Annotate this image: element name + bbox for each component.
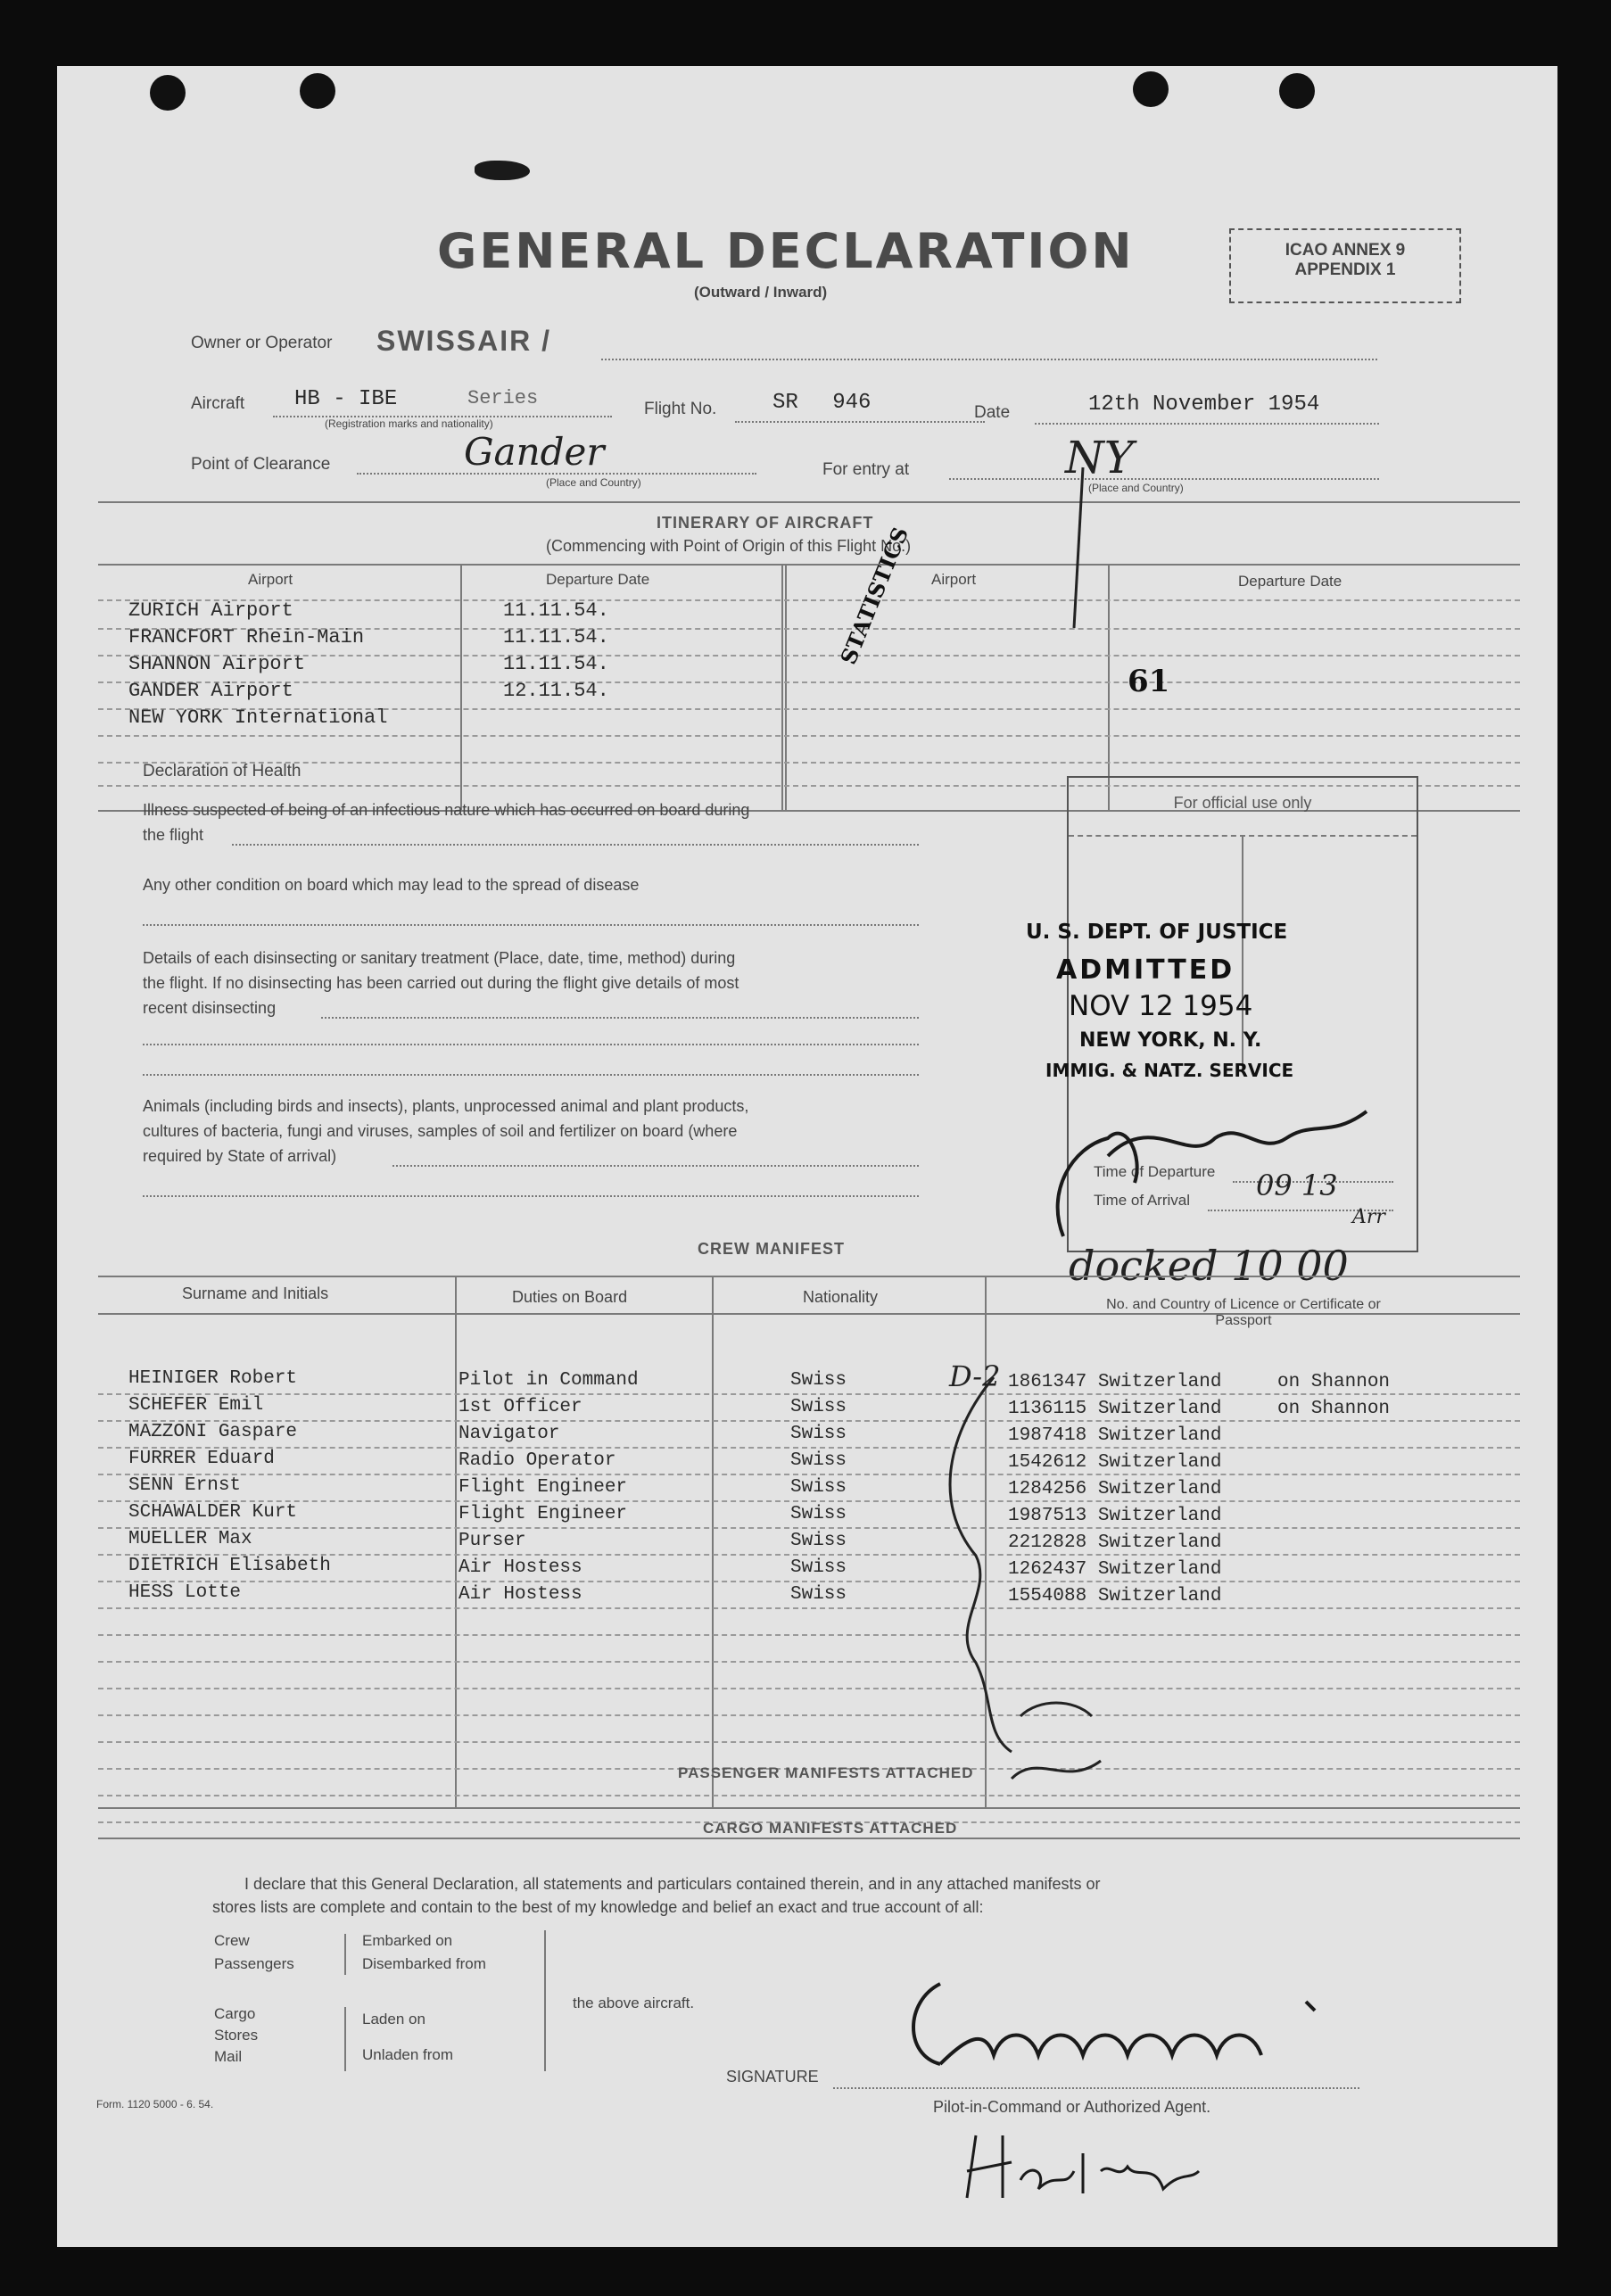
handwritten-initials [949, 2118, 1217, 2216]
col-airport: Airport [248, 571, 293, 588]
col-airport-2: Airport [931, 571, 977, 588]
crew-name: FURRER Eduard [128, 1449, 275, 1469]
crew-nationality: Swiss [790, 1504, 847, 1524]
crew-row-rule [98, 1420, 1520, 1422]
crew-divider [455, 1276, 457, 1807]
manifest-rule [98, 1838, 1520, 1839]
declaration-form [57, 66, 1557, 2247]
crew-licence: 1284256 Switzerland [1008, 1479, 1222, 1499]
crew-row-rule [98, 1607, 1520, 1609]
crew-licence: 2212828 Switzerland [1008, 1532, 1222, 1553]
health-line [321, 1017, 919, 1019]
crew-col-duties: Duties on Board [512, 1288, 628, 1306]
passengers-label: Passengers [214, 1955, 294, 1972]
crew-row-rule [98, 1795, 1520, 1796]
health-text: Animals (including birds and insects), plants, unprocessed animal and plant products, [143, 1097, 749, 1115]
health-text: the flight. If no disinsecting has been carried out during the flight give details of most [143, 974, 739, 992]
crew-row-rule [98, 1741, 1520, 1743]
brace-divider [344, 2007, 346, 2071]
crew-name: HESS Lotte [128, 1582, 242, 1603]
form-number: Form. 1120 5000 - 6. 54. [96, 2098, 214, 2110]
flight-line [735, 421, 985, 423]
crew-name: SENN Ernst [128, 1475, 242, 1496]
crew-bottom-rule [98, 1807, 1520, 1809]
crew-row-rule [98, 1581, 1520, 1582]
crew-col-name: Surname and Initials [182, 1284, 329, 1302]
itinerary-airport: NEW YORK International [128, 706, 388, 729]
itinerary-date: 11.11.54. [503, 626, 609, 648]
crew-note: on Shannon [1277, 1399, 1391, 1419]
annex-line: ICAO ANNEX 9 [1285, 241, 1406, 260]
crew-title: CREW MANIFEST [698, 1240, 845, 1258]
crew-name: MUELLER Max [128, 1529, 252, 1549]
itinerary-date: 11.11.54. [503, 599, 609, 622]
form-subtitle: (Outward / Inward) [694, 284, 828, 301]
crew-nationality: Swiss [790, 1557, 847, 1578]
crew-licence: 1861347 Switzerland [1008, 1372, 1222, 1392]
crew-row-rule [98, 1688, 1520, 1689]
annex-box [1229, 228, 1461, 303]
entry-label: For entry at [822, 460, 910, 479]
date-line [1035, 423, 1379, 425]
statistics-stamp: STATISTICS [835, 523, 913, 668]
departure-label: Time of Departure [1094, 1163, 1216, 1180]
date-value: 12th November 1954 [1088, 392, 1320, 417]
unladen-label: Unladen from [362, 2046, 454, 2063]
crew-name: SCHAWALDER Kurt [128, 1502, 298, 1523]
itinerary-airport: SHANNON Airport [128, 653, 306, 675]
crew-bracket-mark [860, 1359, 1145, 1805]
date-label: Date [974, 403, 1011, 422]
crew-col-licence: No. and Country of Licence or Certificate or Passport [1106, 1297, 1381, 1328]
docked-note: docked 10 00 [1069, 1242, 1349, 1290]
itinerary-airport: FRANCFORT Rhein-Main [128, 626, 365, 648]
crew-nationality: Swiss [790, 1450, 847, 1471]
passenger-manifests: PASSENGER MANIFESTS ATTACHED [678, 1764, 974, 1781]
health-text: recent disinsecting [143, 999, 277, 1017]
health-text: Illness suspected of being of an infectious nature which has occurred on board during [143, 801, 750, 819]
crew-licence: 1987513 Switzerland [1008, 1506, 1222, 1526]
crew-duty: Pilot in Command [459, 1370, 639, 1391]
row-rule [98, 762, 1520, 764]
col-departure: Departure Date [546, 571, 650, 588]
crew-row-rule [98, 1393, 1520, 1395]
form-title: GENERAL DECLARATION [437, 223, 1135, 279]
health-text: required by State of arrival) [143, 1147, 337, 1165]
row-rule [98, 599, 1520, 601]
crew-nationality: Swiss [790, 1424, 847, 1444]
immigration-stamp-line: NOV 12 1954 [1069, 990, 1253, 1022]
ink-blot [475, 161, 530, 180]
crew-licence: 1987418 Switzerland [1008, 1425, 1222, 1446]
health-title: Declaration of Health [143, 762, 302, 780]
disembarked-label: Disembarked from [362, 1955, 486, 1972]
above-aircraft: the above aircraft. [573, 1995, 695, 2011]
officer-signature [1010, 1085, 1411, 1245]
crew-licence: 1554088 Switzerland [1008, 1586, 1222, 1606]
health-line [143, 1195, 919, 1197]
crew-divider [712, 1276, 714, 1807]
crew-label: Crew [214, 1932, 250, 1949]
appendix-line: APPENDIX 1 [1294, 260, 1396, 279]
stores-label: Stores [214, 2027, 259, 2044]
stat-number: 61 [1128, 664, 1170, 699]
itinerary-date: 12.11.54. [503, 680, 609, 702]
crew-row-rule [98, 1527, 1520, 1529]
immigration-stamp-line: IMMIG. & NATZ. SERVICE [1045, 1060, 1294, 1081]
aircraft-caption: (Registration marks and nationality) [325, 417, 493, 430]
aircraft-label: Aircraft [191, 394, 245, 413]
itinerary-title: ITINERARY OF AIRCRAFT [657, 514, 874, 532]
signature-label: SIGNATURE [726, 2068, 819, 2085]
crew-duty: Navigator [459, 1424, 560, 1444]
aircraft-value: HB - IBE [294, 387, 398, 411]
crew-duty: Flight Engineer [459, 1477, 628, 1498]
punch-hole [300, 73, 335, 109]
crew-head-rule [98, 1313, 1520, 1315]
crew-row-rule [98, 1474, 1520, 1475]
itinerary-subtitle: (Commencing with Point of Origin of this Flight No.) [546, 537, 912, 555]
crew-row-rule [98, 1661, 1520, 1663]
itinerary-date: 11.11.54. [503, 653, 609, 675]
health-text: cultures of bacteria, fungi and viruses, samples of soil and fertilizer on board (where [143, 1122, 738, 1140]
crew-row-rule [98, 1634, 1520, 1636]
crew-duty: Purser [459, 1531, 526, 1551]
crew-licence: 1136115 Switzerland [1008, 1399, 1222, 1419]
health-line [232, 844, 919, 846]
crew-licence: 1542612 Switzerland [1008, 1452, 1222, 1473]
crew-duty: Air Hostess [459, 1557, 582, 1578]
arrival-label: Time of Arrival [1094, 1192, 1191, 1209]
crew-row-rule [98, 1714, 1520, 1716]
entry-line [949, 478, 1379, 480]
owner-line [601, 359, 1377, 360]
health-text: Details of each disinsecting or sanitary treatment (Place, date, time, method) during [143, 949, 736, 967]
crew-nationality: Swiss [790, 1397, 847, 1417]
arrival-value: 09 13 [1256, 1169, 1338, 1202]
health-text: the flight [143, 826, 204, 844]
crew-duty: Radio Operator [459, 1450, 616, 1471]
official-use-title: For official use only [1173, 794, 1312, 812]
cargo-manifests: CARGO MANIFESTS ATTACHED [703, 1820, 958, 1837]
crew-nationality: Swiss [790, 1584, 847, 1605]
crew-row-rule [98, 1500, 1520, 1502]
arrival-note: Arr [1352, 1206, 1385, 1228]
embarked-label: Embarked on [362, 1932, 453, 1949]
itinerary-top-rule [98, 501, 1520, 503]
owner-label: Owner or Operator [191, 334, 333, 352]
signature-caption: Pilot-in-Command or Authorized Agent. [933, 2098, 1211, 2116]
crew-nationality: Swiss [790, 1477, 847, 1498]
crew-duty: Flight Engineer [459, 1504, 628, 1524]
laden-label: Laden on [362, 2011, 425, 2028]
row-rule [98, 735, 1520, 737]
crew-name: SCHEFER Emil [128, 1395, 264, 1416]
crew-row-rule [98, 1447, 1520, 1449]
crew-licence: 1262437 Switzerland [1008, 1559, 1222, 1580]
immigration-stamp-line: NEW YORK, N. Y. [1079, 1029, 1262, 1052]
crew-name: HEINIGER Robert [128, 1368, 298, 1389]
itinerary-airport: ZURICH Airport [128, 599, 293, 622]
row-rule [98, 681, 1520, 683]
crew-nationality: Swiss [790, 1370, 847, 1391]
crew-nationality: Swiss [790, 1531, 847, 1551]
bracket-note: D-2 [949, 1359, 1001, 1393]
aircraft-series: Series [467, 387, 539, 409]
entry-caption: (Place and Country) [1088, 482, 1184, 494]
declaration-text: I declare that this General Declaration, all statements and particulars contained therein, and in any attached manifests or [244, 1875, 1101, 1893]
crew-duty: Air Hostess [459, 1584, 582, 1605]
crew-duty: 1st Officer [459, 1397, 582, 1417]
brace-divider [544, 1930, 546, 2071]
brace-divider [344, 1934, 346, 1975]
signature-line [833, 2087, 1359, 2089]
handwritten-mark [1047, 458, 1128, 637]
entry-value: NY [1065, 432, 1134, 483]
flight-value: SR 946 [772, 391, 872, 415]
clearance-label: Point of Clearance [191, 455, 331, 474]
health-line [392, 1165, 919, 1167]
health-text: Any other condition on board which may lead to the spread of disease [143, 876, 640, 894]
flight-label: Flight No. [644, 400, 717, 418]
crew-note: on Shannon [1277, 1372, 1391, 1392]
immigration-stamp-line: ADMITTED [1056, 954, 1235, 986]
crew-name: MAZZONI Gaspare [128, 1422, 298, 1442]
cargo-label: Cargo [214, 2005, 256, 2022]
immigration-stamp-line: U. S. DEPT. OF JUSTICE [1026, 921, 1288, 944]
crew-name: DIETRICH Elisabeth [128, 1556, 331, 1576]
health-line [143, 1044, 919, 1045]
owner-value: SWISSAIR / [376, 325, 552, 357]
row-rule [98, 655, 1520, 657]
clearance-caption: (Place and Country) [546, 476, 641, 489]
punch-hole [1133, 71, 1169, 107]
punch-hole [150, 75, 186, 111]
health-line [143, 924, 919, 926]
punch-hole [1279, 73, 1315, 109]
clearance-value: Gander [464, 430, 605, 474]
crew-col-nationality: Nationality [803, 1288, 879, 1306]
crew-top-rule [98, 1276, 1520, 1277]
pilot-signature [887, 1948, 1351, 2082]
declaration-text: stores lists are complete and contain to the best of my knowledge and belief an exact and true account of all: [212, 1898, 984, 1916]
mail-label: Mail [214, 2048, 243, 2065]
health-line [143, 1074, 919, 1076]
col-departure-2: Departure Date [1238, 573, 1342, 590]
itinerary-airport: GANDER Airport [128, 680, 293, 702]
itinerary-head-rule [98, 564, 1520, 566]
